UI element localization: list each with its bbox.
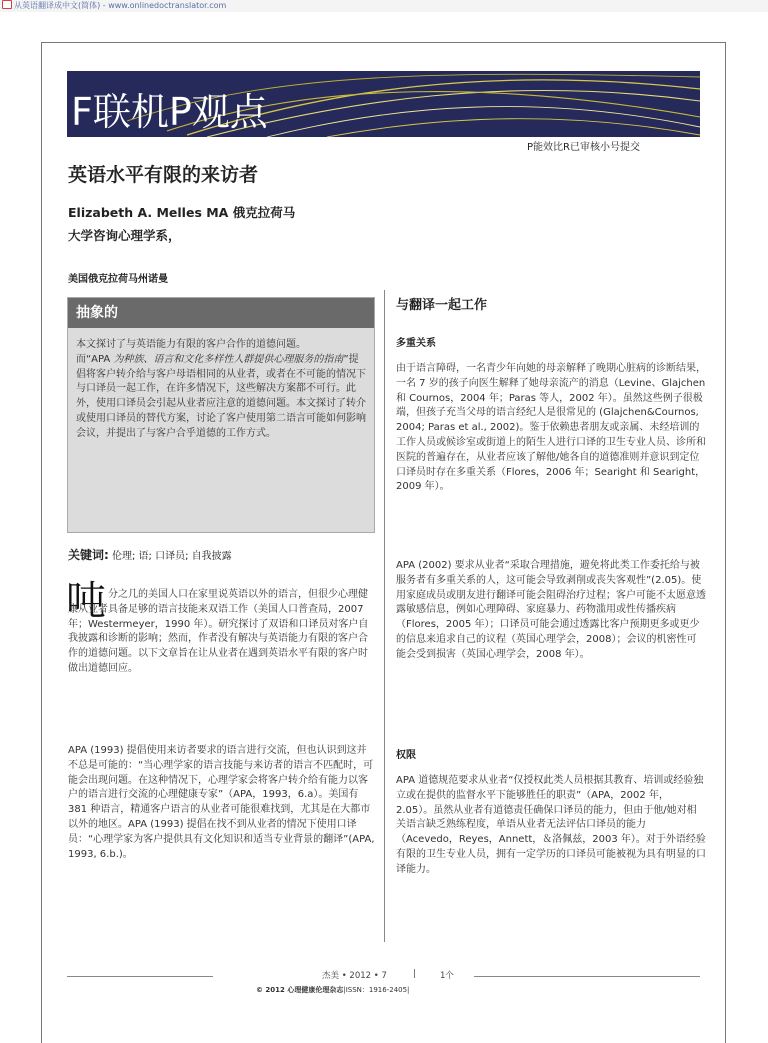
- article-title: 英语水平有限的来访者: [68, 164, 259, 186]
- abstract-italic-title: 为种族、语言和文化多样性人群提供心理服务的指南: [113, 353, 344, 365]
- abstract-text: [76, 338, 366, 442]
- keywords: [68, 546, 232, 563]
- author-line: Elizabeth A. Melles MA 俄克拉荷马: [68, 205, 296, 220]
- translator-text[interactable]: 从英语翻译成中文(简体) - www.onlinedoctranslator.com: [14, 1, 227, 10]
- abstract-box: [67, 297, 375, 533]
- left-paragraph-1: 分之几的美国人口在家里说英语以外的语言，但很少心理健康从业者具备足够的语言技能来双语工作（美国人口普查局，2007 年；Westermeyer，1990 年）。研究探讨了双语和口译员对客户自我披露和诊断的影响；然而，作者没有解决与英语能力有限的客户合作的道德问题。以下文章旨在让从业者在遇到英语水平有限的客户时做出道德回应。: [68, 589, 369, 674]
- footer-page-number: 1个: [440, 971, 454, 981]
- right-paragraph-1: 由于语言障碍，一名青少年向她的母亲解释了晚期心脏病的诊断结果，一名 7 岁的孩子向医生解释了她母亲流产的消息（Levine、Glajchen 和 Cournos，2004 年；Paras 等人，2002 年）。虽然这些例子很极端，但孩子充当父母的语言经纪人是很常见的 (Glajchen&Cournos, 2004; Paras et al., 2002)。鉴于依赖患者朋友或亲属、未经培训的工作人员或候诊室或街道上的陌生人进行口译的卫生专业人员、诊所和医院的普遍存在，从业者应该了解他/她各自的道德准则并意识到定位口译员时存在多重关系（Flores，2006 年；Searight 和 Searight，2009 年）。: [396, 363, 706, 493]
- left-paragraph-2: APA (1993) 提倡使用来访者要求的语言进行交流，但也认识到这并不总是可能的：“当心理学家的语言技能与来访者的语言不匹配时，可能会出现问题。在这种情况下，心理学家会将客户转介给有能力以客户的语言进行交流的心理健康专家”（APA，1993，6.a）。美国有 381 种语言，精通客户语言的从业者可能很难找到，尤其是在大都市以外的地区。APA (1993) 提倡在找不到从业者的情况下使用口译员：“心理学家为客户提供具有文化知识和适当专业背景的翻译”(APA, 1993, 6.b.)。: [68, 745, 375, 860]
- drop-cap: 吨: [66, 578, 106, 624]
- subheading-multiple-relationships: 多重关系: [396, 338, 436, 349]
- abstract-para-2: 而“APA 为种族、语言和文化多样性人群提供心理服务的指南”提倡将客户转介给与客户母语相同的从业者，或者在不可能的情况下与口译员一起工作，在许多情况下，这些解决方案都不可行。此外，使用口译员会引起从业者应注意的道德问题。本文探讨了转介或使用口译员的替代方案，讨论了客户使用第二语言可能如何影响会议，并提出了与客户合乎道德的工作方式。: [76, 353, 366, 439]
- department-line: 大学咨询心理学系，: [68, 228, 181, 243]
- banner-title: F联机P观点: [71, 90, 268, 134]
- location-line: 美国俄克拉荷马州诺曼: [68, 274, 168, 285]
- document-icon: [2, 0, 12, 9]
- journal-banner: [67, 71, 700, 137]
- keywords-text: 伦理; 语; 口译员; 自我披露: [112, 551, 232, 562]
- translator-link[interactable]: [2, 0, 226, 12]
- right-paragraph-3: APA 道德规范要求从业者“仅授权此类人员根据其教育、培训或经验独立或在提供的监督水平下能够胜任的职责”（APA，2002 年，2.05）。虽然从业者有道德责任确保口译员的能力，但由于他/她对相关语言缺乏熟练程度，单语从业者无法评估口译员的能力（Acevedo，Reyes，Annett，＆洛佩兹，2003 年）。对于外语经验有限的卫生专业人员，拥有一定学历的口译员可能被视为具有明显的口译能力。: [396, 775, 706, 875]
- translator-bar: [0, 0, 768, 12]
- right-paragraph-2: APA (2002) 要求从业者“采取合理措施，避免将此类工作委托给与被服务者有多重关系的人，这可能会导致剥削或丧失客观性”(2.05)。使用家庭成员或朋友进行翻译可能会阻碍治疗过程；客户可能不太愿意透露敏感信息，例如心理障碍、家庭暴力、药物滥用或性传播疾病（Flores，2005 年）；口译员可能会通过透露比客户预期更多或更少的信息来追求自己的议程（英国心理学会，2008）；会议的机密性可能会受到损害（英国心理学会，2008 年）。: [396, 560, 706, 660]
- footer-rule-right: [474, 976, 700, 977]
- subheading-competence: 权限: [396, 750, 416, 761]
- footer-rule-left: [67, 976, 213, 977]
- abstract-para-1: 本文探讨了与英语能力有限的客户合作的道德问题。: [76, 339, 306, 350]
- abstract-heading: 抽象的: [68, 298, 374, 328]
- section-title: 与翻译一起工作: [396, 298, 488, 313]
- footer-copyright: © 2012 心理健康伦理杂志|ISSN：1916-2405|: [256, 986, 410, 994]
- footer-journal: 杰美 • 2012 • 7: [322, 971, 387, 981]
- footer-separator: |: [413, 969, 416, 979]
- keywords-label: 关键词:: [68, 548, 109, 562]
- peer-review-tag: P能效比R已审核小号提交: [527, 142, 640, 153]
- column-divider: [384, 290, 385, 942]
